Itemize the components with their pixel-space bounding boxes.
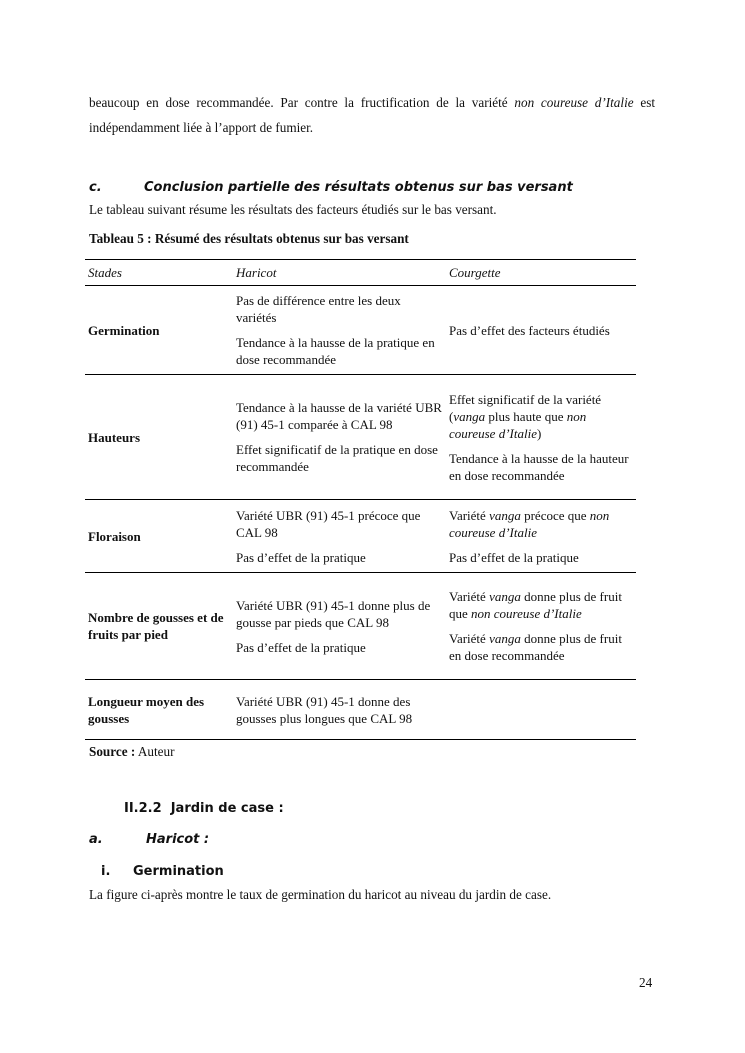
table-source: Source : Auteur [89, 744, 175, 759]
table-row: Nombre de gousses et de fruits par pied Variété UBR (91) 45-1 donne plus de gousse par pieds que CAL 98 Pas d’effet de la pratique Variété vanga donne plus de fruit que non coureuse d’Italie Variété vanga donne plus de fruit en dose recommandée [85, 573, 636, 680]
figure-intro: La figure ci-après montre le taux de germination du haricot au niveau du jardin de case. [89, 887, 552, 902]
table-caption: Tableau 5 : Résumé des résultats obtenus sur bas versant [89, 231, 409, 246]
table-row: Longueur moyen des gousses Variété UBR (91) 45-1 donne des gousses plus longues que CAL 98 [85, 680, 636, 740]
section-ii-heading: II.2.2 Jardin de case : [124, 801, 284, 816]
section-c-intro: Le tableau suivant résume les résultats des facteurs étudiés sur le bas versant. [89, 202, 497, 217]
header-haricot: Haricot [233, 260, 446, 286]
header-courgette: Courgette [446, 260, 636, 286]
top-paragraph: beaucoup en dose recommandée. Par contre la fructification de la variété non coureuse d’Italie est indépendamment liée à l’apport de fumier. [89, 95, 655, 135]
header-stades: Stades [85, 260, 233, 286]
section-a-heading: a. Haricot : [89, 832, 210, 847]
section-c-heading: c. Conclusion partielle des résultats obtenus sur bas versant [89, 180, 573, 195]
table-row: Germination Pas de différence entre les deux variétés Tendance à la hausse de la pratique en dose recommandée Pas d’effet des facteurs étudiés [85, 286, 636, 375]
results-table [85, 259, 636, 740]
table-row: Hauteurs Tendance à la hausse de la variété UBR (91) 45-1 comparée à CAL 98 Effet significatif de la pratique en dose recommandée Effet significatif de la variété (vanga plus haute que non coureuse d’Italie) Tendance à la hausse de la hauteur en dose recommandée [85, 375, 636, 500]
section-i-heading: i. Germination [101, 864, 224, 879]
table-row: Floraison Variété UBR (91) 45-1 précoce que CAL 98 Pas d’effet de la pratique Variété vanga précoce que non coureuse d’Italie Pas d’effet de la pratique [85, 500, 636, 573]
page-number: 24 [639, 975, 653, 990]
